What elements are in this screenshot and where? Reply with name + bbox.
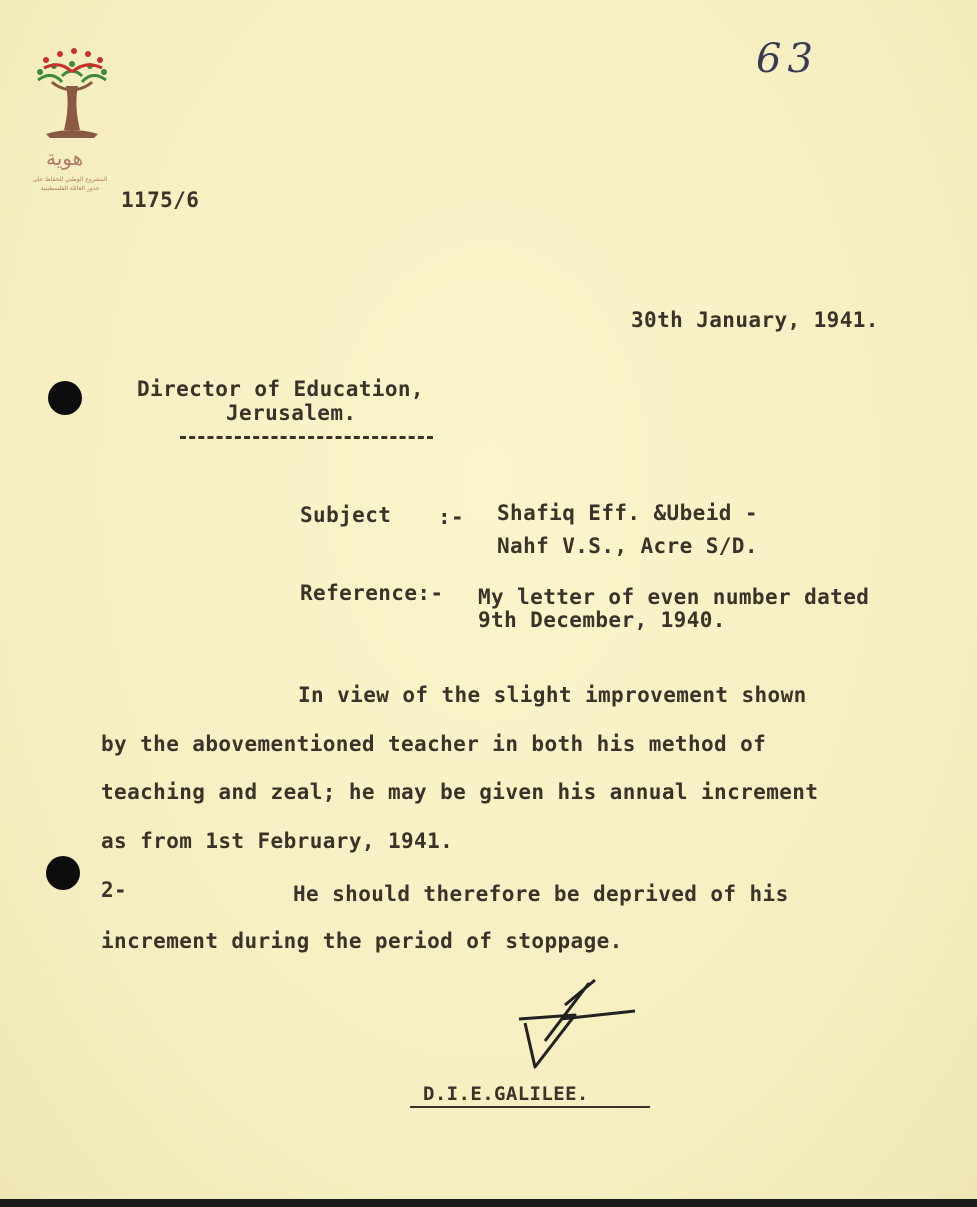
logo-subtext-line1: المشروع الوطني للحفاظ على [32, 176, 108, 183]
reference-line-2: 9th December, 1940. [478, 608, 726, 632]
handwritten-signature [505, 975, 645, 1075]
paragraph-1-line-2: by the abovementioned teacher in both his method of [101, 732, 767, 756]
reference-line-1: My letter of even number dated [478, 585, 870, 609]
reference-number: 1175/6 [121, 188, 200, 212]
paragraph-2-number: 2- [101, 878, 128, 902]
recipient-title: Director of Education, [137, 377, 424, 401]
subject-line-1: Shafiq Eff. &Ubeid - [497, 501, 758, 525]
paragraph-1-line-4: as from 1st February, 1941. [101, 829, 454, 853]
signatory-name: D.I.E.GALILEE. [423, 1083, 589, 1105]
scan-bottom-edge [0, 1199, 977, 1207]
recipient-location: Jerusalem. [226, 401, 357, 425]
punch-hole-bottom [46, 856, 80, 890]
subject-label: Subject [300, 503, 392, 527]
reference-label: Reference:- [300, 581, 444, 605]
logo-arabic-title: هوية [46, 146, 84, 170]
paragraph-1-line-1: In view of the slight improvement shown [298, 683, 807, 707]
letter-date: 30th January, 1941. [631, 308, 879, 332]
subject-line-2: Nahf V.S., Acre S/D. [497, 534, 758, 558]
paragraph-1-line-3: teaching and zeal; he may be given his annual increment [101, 780, 819, 804]
paragraph-2-line-1: He should therefore be deprived of his [293, 882, 789, 906]
family-tree-logo [32, 46, 112, 196]
recipient-underline [180, 436, 433, 439]
subject-separator: :- [438, 505, 465, 529]
signatory-underline [410, 1106, 650, 1108]
handwritten-page-number: 63 [756, 36, 819, 82]
logo-subtext-line2: جذور العائلة الفلسطينية [40, 185, 100, 192]
paragraph-2-line-2: increment during the period of stoppage. [101, 929, 623, 953]
punch-hole-top [48, 381, 82, 415]
